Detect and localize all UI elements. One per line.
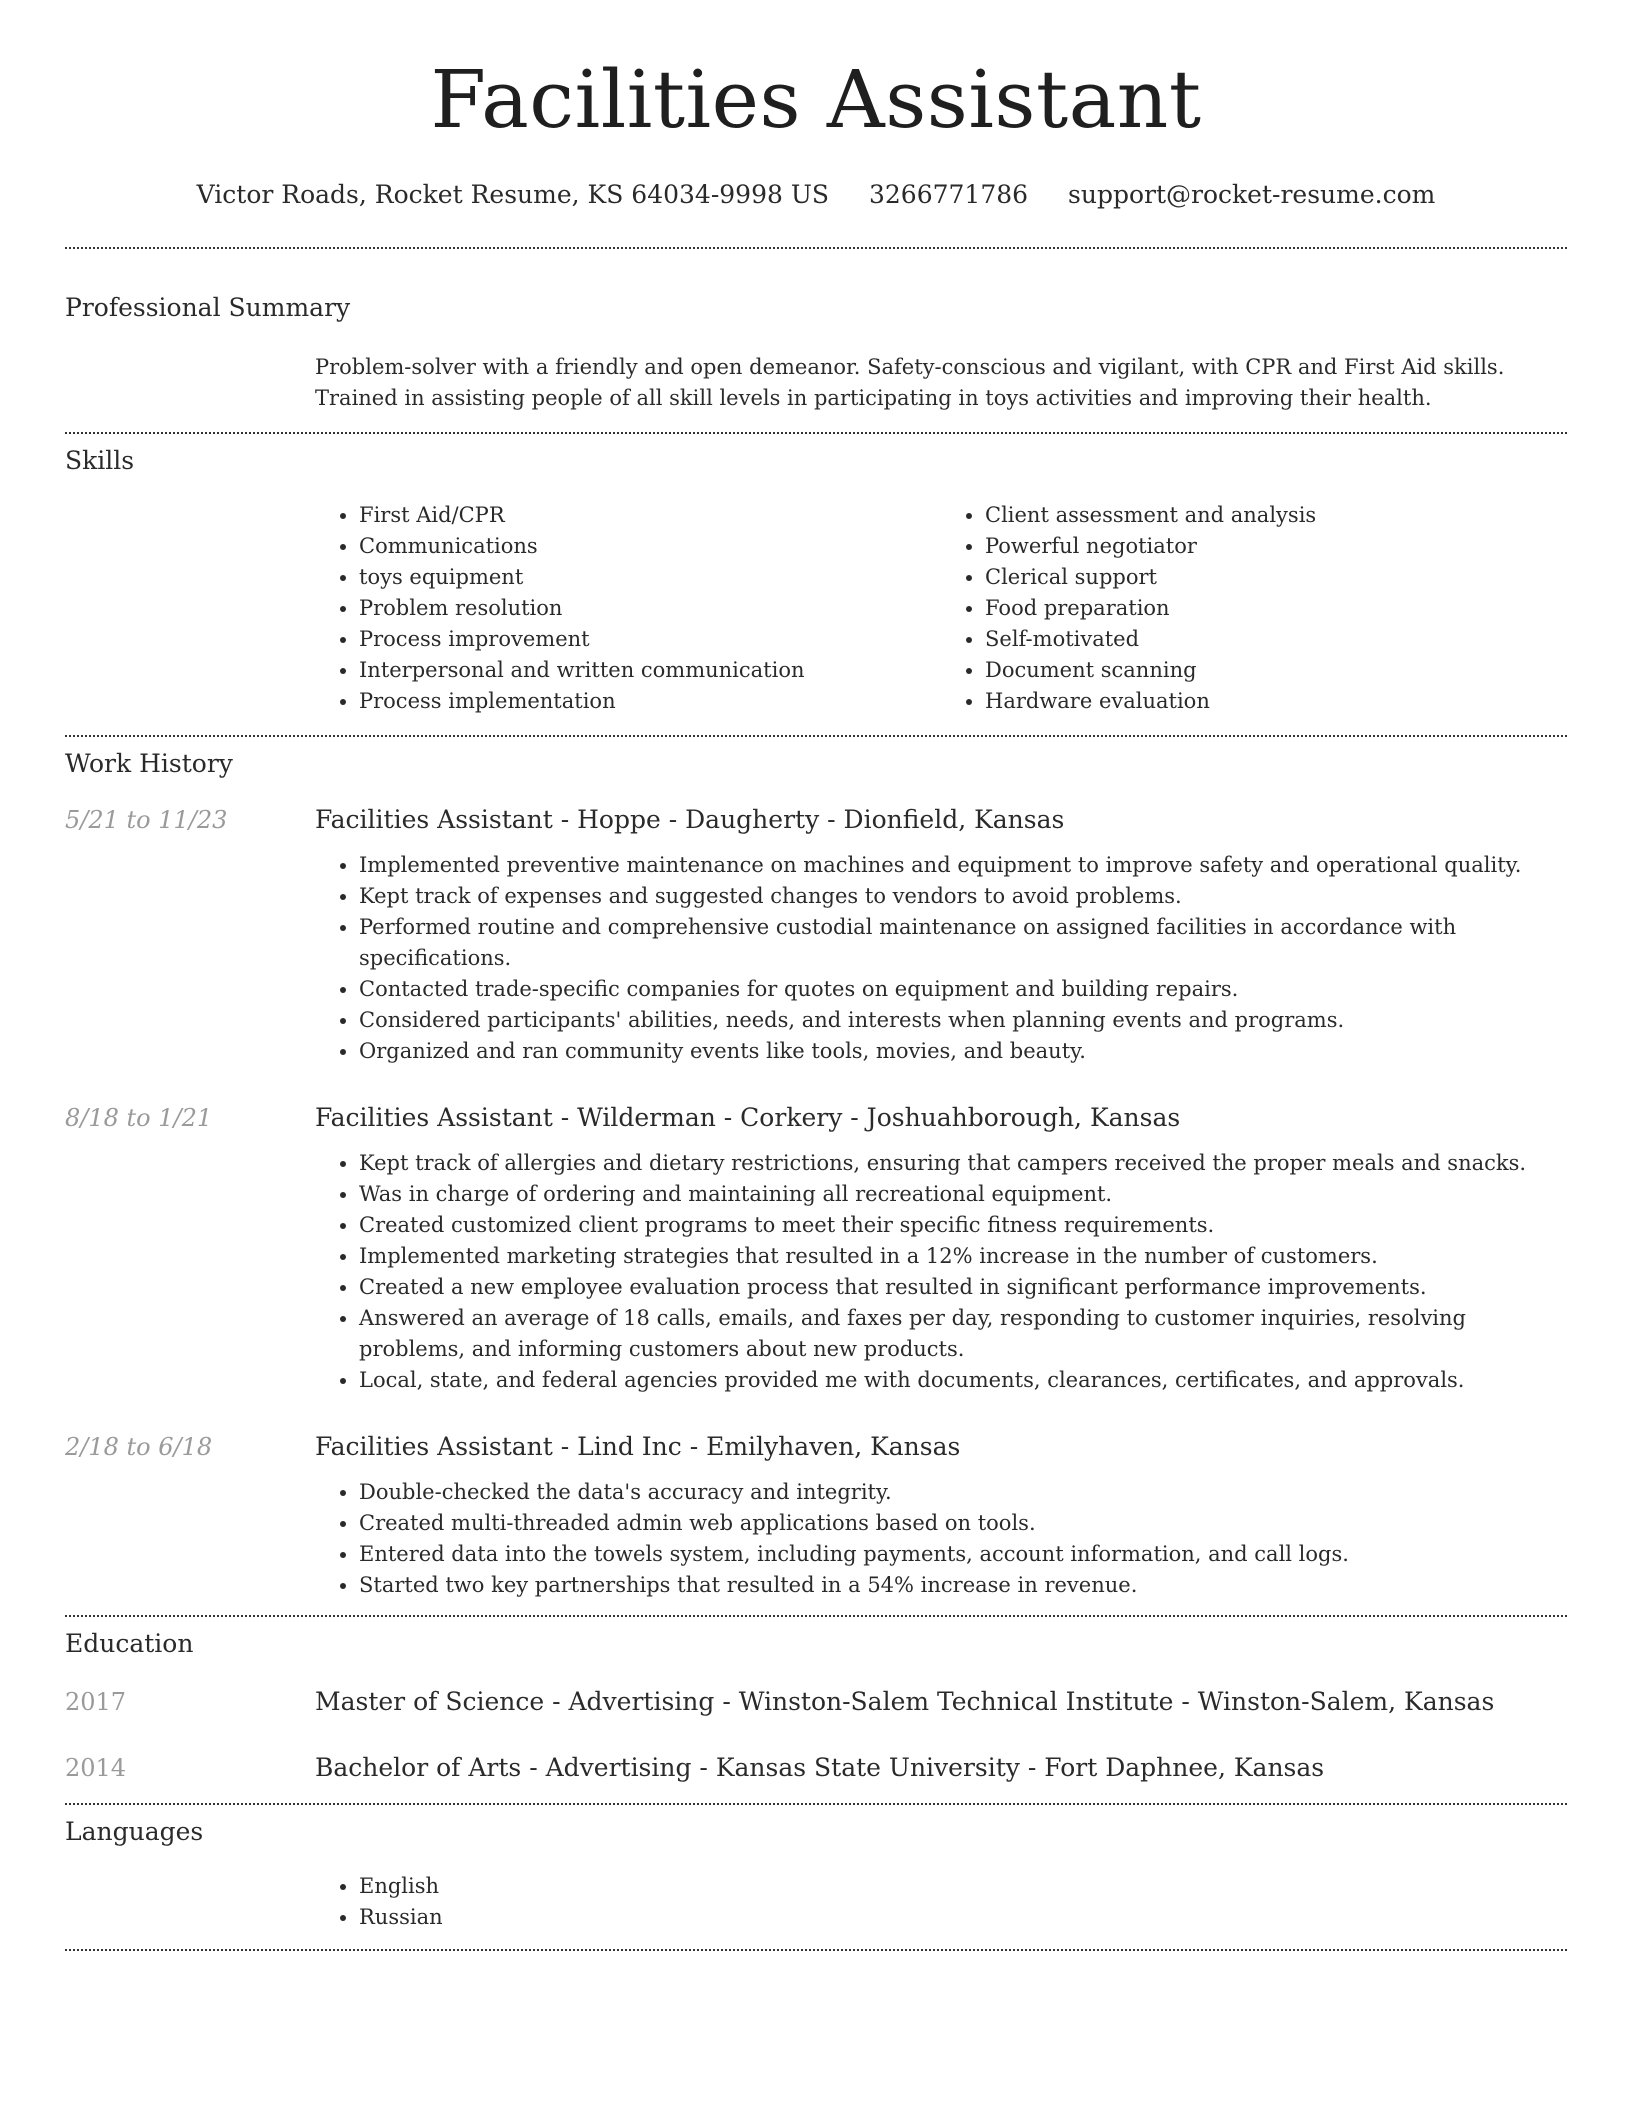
skill-item: • Hardware evaluation <box>985 686 1567 717</box>
job-entry <box>65 1430 1567 1601</box>
skill-item: • toys equipment <box>359 562 941 593</box>
languages-list <box>315 1871 1567 1933</box>
skill-item: • Process implementation <box>359 686 941 717</box>
job-bullet: • Was in charge of ordering and maintaining all recreational equipment. <box>359 1179 1567 1210</box>
skill-item: • Food preparation <box>985 593 1567 624</box>
skills-lists <box>315 500 1567 717</box>
job-title: Facilities Assistant - Wilderman - Corkery - Joshuahborough, Kansas <box>315 1103 1181 1132</box>
job-entry <box>65 803 1567 1067</box>
skill-item: • Document scanning <box>985 655 1567 686</box>
work-section <box>0 737 1632 1601</box>
job-title: Facilities Assistant - Hoppe - Daugherty - Dionfield, Kansas <box>315 805 1065 834</box>
job-bullets <box>315 850 1567 1067</box>
job-title: Facilities Assistant - Lind Inc - Emilyhaven, Kansas <box>315 1432 961 1461</box>
skills-title: Skills <box>65 446 135 475</box>
job-bullet: • Organized and ran community events like tools, movies, and beauty. <box>359 1036 1567 1067</box>
skill-item: • Communications <box>359 531 941 562</box>
skill-item: • Powerful negotiator <box>985 531 1567 562</box>
job-bullet: • Performed routine and comprehensive custodial maintenance on assigned facilities in accordance with specifications. <box>359 912 1567 974</box>
job-bullet: • Implemented preventive maintenance on machines and equipment to improve safety and operational quality. <box>359 850 1567 881</box>
education-entry <box>65 1751 1567 1785</box>
language-item: • Russian <box>359 1902 1567 1933</box>
skill-item: • Problem resolution <box>359 593 941 624</box>
divider <box>65 1949 1567 1951</box>
job-dates: 2/18 to 6/18 <box>65 1433 213 1461</box>
candidate-name: Facilities Assistant <box>430 53 1202 146</box>
skills-list-left <box>315 500 941 717</box>
job-bullet: • Double-checked the data's accuracy and integrity. <box>359 1477 1567 1508</box>
job-bullet: • Started two key partnerships that resulted in a 54% increase in revenue. <box>359 1570 1567 1601</box>
job-dates: 8/18 to 1/21 <box>65 1104 213 1132</box>
job-bullet: • Created a new employee evaluation process that resulted in significant performance improvements. <box>359 1272 1567 1303</box>
summary-title: Professional Summary <box>65 293 351 322</box>
education-degree: Master of Science - Advertising - Winston-Salem Technical Institute - Winston-Salem, Kansas <box>315 1687 1495 1716</box>
contact-line <box>0 178 1632 212</box>
skill-item: • Interpersonal and written communication <box>359 655 941 686</box>
skills-section <box>0 434 1632 717</box>
job-bullet: • Considered participants' abilities, needs, and interests when planning events and programs. <box>359 1005 1567 1036</box>
languages-title: Languages <box>65 1817 204 1846</box>
job-bullet: • Answered an average of 18 calls, emails, and faxes per day, responding to customer inquiries, resolving problems, and informing customers about new products. <box>359 1303 1567 1365</box>
job-bullets <box>315 1148 1567 1396</box>
job-bullets <box>315 1477 1567 1601</box>
job-bullet: • Kept track of expenses and suggested changes to vendors to avoid problems. <box>359 881 1567 912</box>
education-section <box>0 1617 1632 1785</box>
job-bullet: • Contacted trade-specific companies for quotes on equipment and building repairs. <box>359 974 1567 1005</box>
job-bullet: • Implemented marketing strategies that resulted in a 12% increase in the number of customers. <box>359 1241 1567 1272</box>
skills-list-right <box>941 500 1567 717</box>
education-title: Education <box>65 1629 194 1658</box>
job-dates: 5/21 to 11/23 <box>65 806 228 834</box>
phone: 3266771786 <box>869 180 1029 209</box>
work-title: Work History <box>65 749 233 778</box>
skill-item: • Clerical support <box>985 562 1567 593</box>
education-entry <box>65 1685 1567 1719</box>
email: support@rocket-resume.com <box>1068 180 1436 209</box>
education-degree: Bachelor of Arts - Advertising - Kansas State University - Fort Daphnee, Kansas <box>315 1753 1325 1782</box>
address: Victor Roads, Rocket Resume, KS 64034-9998 US <box>196 180 830 209</box>
job-bullet: • Kept track of allergies and dietary restrictions, ensuring that campers received the proper meals and snacks. <box>359 1148 1567 1179</box>
resume-header <box>0 0 1632 212</box>
skill-item: • Client assessment and analysis <box>985 500 1567 531</box>
skill-item: • Process improvement <box>359 624 941 655</box>
summary-section <box>0 249 1632 414</box>
skill-item: • Self-motivated <box>985 624 1567 655</box>
languages-section <box>0 1805 1632 1933</box>
summary-text: Problem-solver with a friendly and open demeanor. Safety-conscious and vigilant, with CPR and First Aid skills. Trained in assisting people of all skill levels in participating in toys activities and improving their health. <box>315 355 1505 410</box>
language-item: • English <box>359 1871 1567 1902</box>
job-entry <box>65 1101 1567 1396</box>
job-bullet: • Created customized client programs to meet their specific fitness requirements. <box>359 1210 1567 1241</box>
job-bullet: • Entered data into the towels system, including payments, account information, and call logs. <box>359 1539 1567 1570</box>
education-year: 2017 <box>65 1688 127 1716</box>
education-year: 2014 <box>65 1754 127 1782</box>
job-bullet: • Local, state, and federal agencies provided me with documents, clearances, certificates, and approvals. <box>359 1365 1567 1396</box>
skill-item: • First Aid/CPR <box>359 500 941 531</box>
job-bullet: • Created multi-threaded admin web applications based on tools. <box>359 1508 1567 1539</box>
